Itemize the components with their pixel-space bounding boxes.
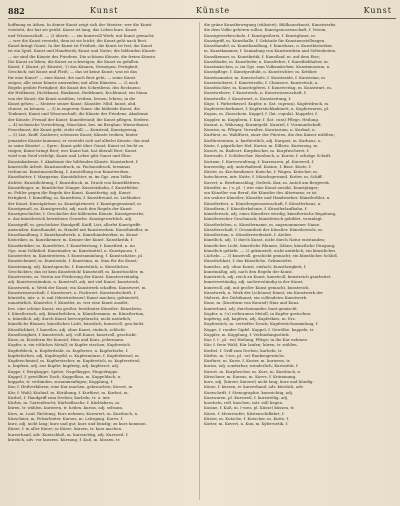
text-line: so seine Künste! — Sprw.: Kunst geht über Gunst; Kunst ist leicht zu [8, 142, 144, 148]
text-line: Kurfürstentum, n. kurfürstlich, adj. Kurgast, m. Kurhaus, n. [204, 137, 322, 143]
text-line: historiker, m. Kunstkenner, m. Kenner der Kunst. Kunstkritik, f. [8, 237, 134, 243]
text-line: Kunstwissenschaft, f. Kunstwort, n. Fachwort. Kunstzeitschrift, f. [8, 289, 137, 295]
text-line: Kunstakademie, f. Akademie der bildenden Künste. Kunstarbeit, f. [8, 158, 139, 164]
text-line: Kur, f. (-, pl. -en) Heilung, Pflege; in die Kur nehmen. [204, 337, 309, 342]
text-line: Malerei, der Dichtkunst; ein vollendetes Kunstwerk. [204, 295, 308, 300]
text-line: — 4) technische Vorrichtung, Maschine, bes. im Bergbau: Wasserkunst, [8, 121, 150, 127]
text-line: m. Kunstkammer, f. Sammlung von Kunstwerken und Seltenheiten. [204, 48, 337, 54]
text-line: Tonkunst; Kunst und Wissenschaft; die Künste des Friedens; Akademie [8, 111, 149, 117]
text-line: küren, tr. wählen. kurieren, tr. heilen. kurios, adj. seltsam. [8, 405, 124, 411]
text-line: für eine Kunst? — eine Kunst, die nach Brot geht; — seine Kunst [8, 74, 136, 80]
text-line: Kupferstecherkunst, f. Kupferstichkabinett, n. Kupferwaren, pl. [204, 106, 330, 111]
text-line: Kunstsinnig, adj. Kunstsprache, f. Kunststück, n. Künstliches, [8, 263, 130, 269]
text-line: Kurort, m. Kurpfuscher, m. Kurs, m. Kursbuch, n. [204, 368, 302, 374]
text-line: kurz, adj. nicht lang; kurz und gut; kurz und bündig; zu kurz kommen. [8, 421, 147, 426]
header-left-word: Kunst [90, 6, 119, 15]
text-line: Künstlichkeit, f. kunstlos, adj. ohne Kunst, einfach, schlicht. [8, 326, 127, 332]
text-line: Kupferschmied, m. Kupferstecher, m. Kupferstich, m. Kupfervitriol, [8, 358, 141, 363]
page-number: 882 [8, 6, 25, 16]
text-line: Kunstschmied, m. Kunstseide, f. Kunstsinn, m. Sinn für die Kunst; [8, 258, 138, 264]
text-line: — 5) List, Kniff, Zauberei; schwarze Kunst; Künste treiben; hinter [8, 132, 138, 138]
text-line: Kürschner, m. Pelzarbeiter. Kursus, m. Lehrgang. Kurve, f. [8, 415, 124, 421]
text-line: die dem Volke gehören sollen. Kunstgenossenschaft, f. Verein, [204, 27, 327, 33]
text-line: Kupfer, n. ein rötliches Metall; in Kupfer stechen; Kupferstich. [8, 342, 132, 348]
text-line: kurz, adj. (kürzer, kürzest) nicht lang; kurz und bündig. [204, 379, 314, 384]
text-line: kutschieren, intr. Kutte, f. Mönchsgewand. Kutter, m. Schiff. [204, 174, 323, 180]
text-line: technicus. Kunstausstellung, f. Ausstellung von Kunstwerken. [8, 169, 130, 174]
text-line: Kunstverein, m. Verein zur Förderung der Kunst. Kunstverständig, [8, 274, 140, 279]
text-line: Kunstkritiker, m. Kunstlehre, f. Kunstleistung, f. Kunstlied, n. im [8, 242, 135, 248]
text-line: Kuppe, f. Bergkuppe, Spitze; Nagelkuppe, Fingerkuppe. [8, 368, 119, 374]
text-line: kuscheln, refl. kuschen, intr. still liegen. [204, 400, 284, 405]
text-line: kunstreich, adj. reich an Kunst, kunstvoll; kunstreich gearbeitet. [204, 274, 332, 279]
text-line: Kunstmärchen, n. im Ggs. zum Volksmärchen. Kunstmuseum, n. [204, 64, 331, 69]
text-line: Die Kunst zu leben; die Kunst zu schweigen; die Kunst zu gefallen. [8, 58, 140, 64]
text-line: unnatürlich. Künstelei, f. Künstler, m. wer eine Kunst ausübt, [8, 300, 129, 306]
text-line: Kurbel, f. Griff zum Drehen; kurbeln, tr. [204, 347, 283, 353]
text-line: künstliche Blumen, künstliches Licht; künstlich, kunstvoll, geschickt. [8, 321, 145, 327]
text-line: fertigkeit, f. Kunstflug, m. Kunstform, f. Kunstfreund, m. Liebhaber [8, 195, 141, 201]
text-line: künstlerischer Geschmack; künstlerisch gebildet, veranlagt. [204, 216, 323, 222]
text-line: chunst, zu können. — 3) in engerem Sinne: die bildende Kunst; die [8, 106, 140, 111]
text-line: Kunststickerei, f. Kunststraße, f. Chaussee. Kunststück, n. [204, 79, 319, 85]
text-line: Kunst, f. (Kunst, pl. Künste), 1) das Können, Vermögen, Fertigkeit, [8, 64, 139, 69]
text-line: Kurie, f. päpstlicher Hof. Kurier, m. Eilbote. Kurierzug, m. [204, 142, 319, 148]
text-line: Kür, f. Wahl; Kürlauf, m. Kürübung, f. Kurfürst, m. Kurhut, m. [8, 389, 129, 395]
text-line: Kunst bringt Gunst. In der Kunst ist Freiheit, die Kunst ist frei; die Kunst [8, 43, 153, 48]
text-line: Kuppel, f. gewölbtes Dach; Kuppelbau, m. Kuppeldach, n. [8, 373, 122, 379]
text-line: Kurator, m. Pfleger, Verwalter. Kuratorium, n. Kurbad, n. [204, 127, 316, 132]
column-divider [199, 22, 200, 500]
text-line: Künstlichkeit, f. das Künstliche, Gekünstelte. [204, 258, 293, 264]
text-line: kunstmäßig, adj. nach den Regeln der Kunst. [204, 268, 294, 274]
text-line: bes. eine schöne Kunst; ein großer, berühmter Künstler; Künstlerin, [8, 305, 143, 311]
text-line: Küster, m. Kirchendiener. Kutsche, f. Wagen. Kutscher, m. [204, 169, 319, 174]
text-line: Kürbis, m. (-ses, pl. -se) Rankengewächs. [204, 352, 286, 358]
text-line: Künstlerschaft, f. Gesamtheit der Künstler. Künstlerstolz, m. [204, 226, 324, 232]
text-line: Kunstgriff, m. geschickter Handgriff, Kniff, List; allerlei Kunstgriffe [8, 221, 141, 227]
text-line: hoffnung zu Athen. In deiner Kunst zeigt sich der Meister; wer die Kunst [8, 22, 152, 27]
text-line: adj. Kunstverständnis, n. Kunstvoll, adj. mit viel Kunst, kunstreich. [8, 279, 140, 285]
text-line: Kurtaxe, f. Kurverwaltung, f. Kurzwaren, pl. Kurzweil, f. [204, 158, 315, 164]
text-line: n. das künstlerisch betriebene Gewerbe. Kunstgewerblich, adj. [8, 216, 133, 222]
text-line: Künstlerleben, n. Künstlername, m. angenommener Name. [204, 221, 321, 227]
text-line: Kunsthandel, m. Kunsthandlung, f. Kunstharz, n. Kunsthistoriker, [204, 43, 333, 48]
header-right-word: Kunst [363, 6, 392, 15]
text-line: Kurbel, f. Handgriff zum Drehen; kurbeln, tr. u. intr. [8, 394, 111, 400]
right-column [204, 22, 392, 500]
text-line: Kunstwebere, f. Kunstwerk, n. Kunstwissenschaft, f. [204, 90, 307, 96]
text-line: Küster, m. Kutsche, f. Kutscher, m. Kutte, f. [204, 415, 290, 421]
text-line: Kupon, m. Zinsschein. Kuppel, f. (lat. cupula). Kuppelei, f. [204, 111, 318, 117]
text-line: n. künstlich, adj. durch Kunst hervorgebracht, nicht natürlich; [8, 316, 132, 321]
text-line: Kunz, m. Koseform für Konrad; Hinz und Kunz, jedermann. [8, 337, 125, 342]
text-line: Lächeln. — 3) kunstvoll, geschickt gemacht; ein künstliches Schloß. [204, 253, 339, 258]
text-line: kurzweilig, adj. unterhaltend. Kusine, f. Base. Küste, f. [204, 163, 312, 169]
text-line: Geschicktes; das ist kein Kunststück! Kunststoff, m. Kunsttischler, m. [8, 268, 145, 274]
text-line: die grüne Kunstbewegung (stilisiert); Bildhauerkunst, Kunstwerke, [204, 22, 337, 27]
text-line: — sie sind die Künste des Friedens. Die schönen Künste, die freien Künste. [8, 53, 157, 59]
text-line: künstlerisch, adj. eines Künstlers würdig; künstlerische Begabung, [204, 211, 337, 216]
text-line: n. kupfern, adj. aus Kupfer. kupferig, adj. kupferrot, adj. [8, 363, 120, 369]
text-line: anwenden. Kunsthandel, m. Handel mit Kunstwerken. Kunsthändler, m. [8, 226, 150, 232]
text-line: Kuppler, m. Kupplerin, f. Kur, f. (lat. cura) Pflege, Heilung. [204, 116, 320, 122]
text-line: Kurfürst, m. Wahlfürst, einer der Fürsten, die den Kaiser wählten; [204, 132, 335, 138]
text-line: zeigen; alle seine Künste anwenden; mit allen Künsten. — 2) nach [8, 79, 139, 85]
text-line: Kurrende, f. Schülerchor. Kursbuch, n. Kursiv, f. schräge Schrift. [204, 153, 332, 159]
left-column [8, 22, 196, 500]
running-header [8, 5, 396, 17]
text-line: Kunstgenuß, m. Kunstgerecht, adj. nach den Regeln der Kunst. [8, 205, 133, 211]
text-line: kupferig, adj. kupfern, adj. Kupferkies, m. Erz. [204, 316, 297, 321]
text-line: Kupfer, n. (-s) rotbraunes Metall; in Kupfer gestochen. [204, 310, 312, 316]
text-line: Kunstkenner, m. Kunstkritik, f. Kunstlauf, m. auf dem Eise; [204, 53, 321, 59]
text-line: Kunstwerk, n. Werk der (schönen) Kunst; ein Kunstwerk der [204, 289, 323, 295]
text-line: jemandes Künste kommen; er versteht sich auf allerlei Künste; das sind [8, 137, 150, 143]
text-line: kunterbunt, adj. durcheinander, bunt gemischt. [204, 305, 298, 311]
text-line: Kunstwerk, n. Werk der Kunst; ein Kunstwerk schaffen. Kunstwert, m. [8, 284, 147, 290]
text-line: Kunstgriff, m. Kunsthalle, f. Gebäude für Kunstausstellungen. [204, 37, 326, 43]
text-line: Kusine, f. Kuß, m. (-sses, pl. Küsse) küssen, tr. [204, 405, 295, 411]
text-line: ist ein Spiel. Kunst und Handwerk; Kunst und Natur; die bildenden Künste [8, 48, 156, 54]
text-line: — wer die Kunst versteht, dem ist sie leicht; die Kunst geht nach Brot. [8, 37, 148, 43]
text-line: Kür, f. freie Wahl; Kür laufen; küren, tr. wählen. [204, 342, 298, 348]
text-line: f. Künstlerisch, adj. Künstlerleben, n. Künstlername, m. Künstlertum, [8, 310, 145, 316]
text-line: Kunstgeschichte, f. Geschichte der bildenden Künste. Kunstgewerbe, [8, 211, 145, 216]
text-line: Kunstbutter, f. Margarine. Kunstdichter, m. im Ggs. zum Volks- [8, 174, 133, 180]
text-line: Kurs, m. Lauf, Richtung; Kurs nehmen; Kurswert, m. Kursbuch, n. [8, 410, 139, 416]
text-line: Künstlertum, n. Künstlerwerkstatt, f. Atelier. [204, 232, 292, 237]
text-line: m. Fehler gegen die Regeln der Kunst. Kunstfertig, adj. Kunst- [8, 190, 132, 195]
text-line: Kurant, n. Währung; Kurantgeld. Kuratel, f. Vormundschaft. [204, 121, 322, 127]
text-line: Kunstpflege, f. Kunstprodukt, n. Kunstrichter, m. Kritiker. [204, 69, 318, 75]
text-line: der Kunst. Kunstgärtner, m. Kunstgärtnerei, f. Kunstgegenstand, m. [8, 200, 143, 206]
text-line: Kürbis, m. Gartenfrucht; Kürbisflasche, f. Kürbiskern, m. [8, 400, 121, 405]
text-line: Kur, f. Heilverfahren; eine Kur machen, gebrauchen; Kurort, m. [8, 384, 134, 390]
text-line: Geschick; mit Kunst und Fleiß; — das ist keine Kunst; was ist das [8, 69, 137, 75]
text-line: Küpe, f. Färberkessel. Kupfer, n. (lat. cuprum). Kupferdruck, m. [204, 100, 330, 106]
text-line: Regeln geübte Fertigkeit; die Kunst des Schreibens, des Rechnens; [8, 85, 141, 90]
text-line: kuppeln, tr. verbinden, zusammenfügen; Kupplung, f. [8, 379, 114, 384]
text-line: Kuppler, m. Kupplung, f. Verbindungsstück. [204, 331, 290, 337]
text-line: Kürze, f. kürzen, tr. kurzerhand, adv. kürzlich, adv. [204, 384, 304, 390]
text-line: Kunstdünger, m. künstlicher Dünger. Kunsteisbahn, f. Kunstfehler, [8, 184, 139, 190]
text-line: Künstlerin, f. Künstlerkolonie, f. Künstlerlaufbahn, f. [204, 205, 308, 211]
text-line: Kunstlosigkeit, f. kunstreich, adj. voll Kunst, kunstvoll, geschickt. [8, 331, 138, 337]
text-line: Küste, f. Meeresufer; Küstenschiffahrt, f. [204, 410, 285, 416]
text-line: Kunstwolle, f. Kunstwort, n. Kunstzeitung, f. [204, 95, 292, 101]
text-line: Künstler, m. (-s, pl. -) wer eine Kunst ausübt, Kunstjünger; [204, 184, 319, 190]
text-line: Feuerkunst; die Kunst geht, steht still; — Kunstrad, Kunstgezeug. [8, 127, 138, 132]
text-line: Kunst gehen; — Meister seiner Kunst; Künstler. Mhd. kunst, ahd. [8, 100, 137, 106]
text-line: Kunsthandlung, f. Kunsthandwerk, n. Kunsthandwerker, m. Kunst- [8, 232, 139, 237]
text-line: dichter. Kunstdichtung, f. Kunstdruck, m. Druck von Kunstblättern. [8, 179, 141, 185]
text-line: künstlich gefärbt. — 2) gekünstelt, nicht natürlich; ein künstliches [204, 247, 336, 253]
text-line: Kunstsammler, m. Kunstschule, f. Kunstseide, f. Kunstsinn, m. [204, 74, 327, 80]
header-center-word: Künste [196, 6, 231, 15]
text-line: kunstverständig, adj. sachverständig in der Kunst. [204, 279, 304, 285]
text-line: kurios, adj. sonderbar, wunderlich; Kuriosität, f. [204, 363, 299, 369]
text-line: Kurort, m. Badeort. Kurpfuscher, m. Kurpfuscherei, f. [204, 148, 310, 153]
text-line: Kürschner, m. Kursus, m. Kurve, f. Krümmung. [204, 373, 297, 379]
text-line: ein Künstler von Beruf; die Künstler des Altertums; er ist [204, 190, 317, 195]
text-line: künstliches Licht, künstliche Blumen, Zähne; künstliche Düngung; [204, 242, 336, 248]
text-line: Kunz, m. (Kurzform von Konrad) Hinz und Kunz. [204, 300, 300, 306]
text-line: Kuvert, n. Briefumschlag; Gedeck. Kux, m. Anteil am Bergwerk. [204, 179, 331, 185]
text-line: Kurfürst, m. Kurie, f. Kurier, m. kurieren, tr. [204, 358, 291, 363]
text-line: Kurzschrift, f. Stenographie. kurzsichtig, adj. [204, 389, 294, 395]
text-line: tragen; Kunst bringt Brot; wer Kunst hat, hat überall Brot; Kunst [8, 148, 137, 153]
text-line: versteht, der hat sie geübt. Kunst ist lang, das Leben kurz. Kunst [8, 27, 137, 33]
text-line: kurzerhand, adv. Kurzschluß, m. kurzsichtig, adj. Kurzweil, f. [8, 431, 129, 437]
text-line: und Wissenschaft. — 2) übertr.: — ein kunstvoll Werk; mit Kunst gemacht; [8, 32, 155, 38]
text-line: Kürze, f. in aller Kürze; in Kürze. kürzen, tr. kurz machen. [8, 426, 123, 432]
text-line: der Künste; Freund der Kunst; Kunstfreund; die Kunst pflegen, fördern. [8, 116, 150, 122]
text-line: ein wahrer Künstler; Künstler und Handwerker. Künstlerblut, n. [204, 195, 331, 201]
text-line: Kupferblech, n. Kupferdraht, m. Kupfererz, n. Kupferfarbe, f. [8, 347, 129, 353]
text-line: Kupferstich, m. vertiefter Druck; Kupferstichsammlung, f. [204, 321, 319, 327]
text-line: kunstvolle Arbeit. Kunstausdruck, m. Fachausdruck, terminus [8, 163, 131, 169]
text-line: Kunstgewerbeschule, f. Kunstgießerei, f. Kunstglaser, m. [204, 32, 317, 38]
text-line: von der Kunst; die Kunst ausüben, treiben, lernen, lehren; in die [8, 95, 136, 101]
text-line: kupferfarben, adj. Kupfergeld, n. Kupfermünze, f. Kupferkessel, m. [8, 352, 140, 358]
text-line: Künstlerfest, n. Künstlergenossenschaft, f. Künstlerhaus, n. [204, 200, 322, 206]
text-line: Kunsttischler, m. Kunsttöpferei, f. Kunstverlag, m. Kunstwart, m. [204, 85, 332, 90]
text-line: künsteln, intr. u. tr. mit (übertriebener) Kunst machen; gekünstelt, [8, 295, 140, 300]
text-line: Kurzwaren, pl. Kurzweil, f. kurzweilig, adj. [204, 394, 289, 400]
text-line: wird vom Neid verfolgt; Kunst und Lehre gibt Gunst und Ehre. [8, 153, 132, 159]
text-line: Kunstreiter, m. Kunstreiterin, f. Kunstsammlung, f. Kunstschätze, pl. [8, 253, 144, 258]
text-line: kunstvoll, adj. mit großer Kunst gemacht, kunstreich. [204, 284, 310, 290]
text-line: Kunstläufer, m. Kunstleder, n. Kunstlehre, f. Kunstliebhaber, m. [204, 58, 329, 64]
text-line: kürzlich, adv. vor kurzem. Kürzung, f. Kuß, m. küssen, tr. [8, 436, 121, 442]
text-line: künstlich, adj. 1) durch Kunst, nicht durch Natur entstanden; [204, 237, 326, 243]
text-line: Ggs. zum Volkslied. Kunstmaler, m. Kunstmittel, n. Kunstpause, f. [8, 247, 138, 253]
text-line: die Heilkunst, Dichtkunst, Baukunst, Redekunst, Kochkunst; ein Mann [8, 90, 148, 96]
header-rule [8, 18, 396, 19]
text-line: Kuppe, f. runder Gipfel. Kuppel, f. Gewölbe. kuppeln, tr. [204, 326, 315, 332]
text-line: Kutter, m. Kuvert, n. Kux, m. Kybernetik, f. [204, 421, 289, 426]
text-line: kunstlos, adj. ohne Kunst, einfach; Kunstlosigkeit, f. [204, 263, 307, 269]
